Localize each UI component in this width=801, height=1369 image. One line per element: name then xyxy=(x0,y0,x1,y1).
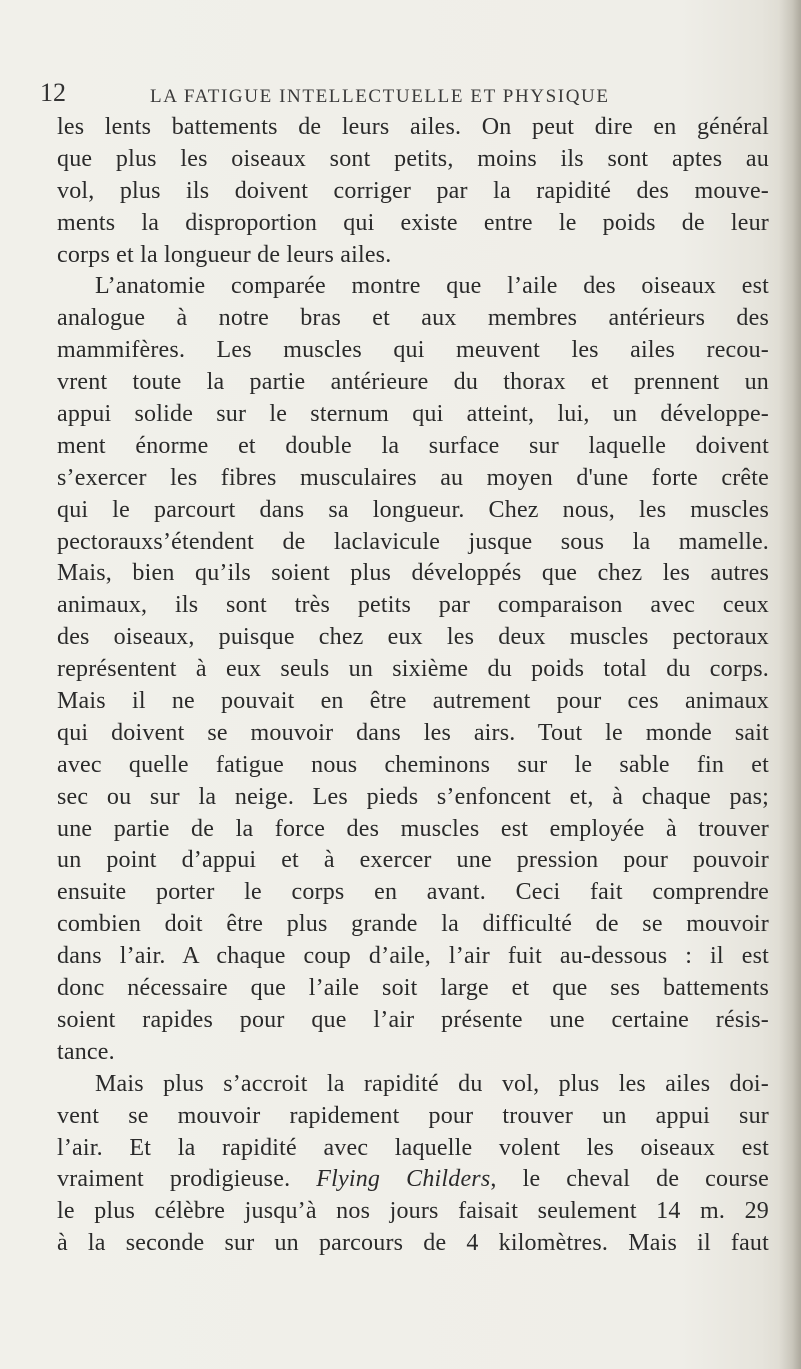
text-line: tance. xyxy=(57,1038,115,1065)
text-line: ment énorme et double la surface sur laquelle doivent xyxy=(57,432,769,459)
text-line: ensuite porter le corps en avant. Ceci fait comprendre xyxy=(57,879,769,906)
text-line: corps et la longueur de leurs ailes. xyxy=(57,241,392,268)
text-line: appui solide sur le sternum qui atteint, lui, un développe- xyxy=(57,401,769,428)
body-text xyxy=(57,112,769,1260)
text-line: des oiseaux, puisque chez eux les deux muscles pectoraux xyxy=(57,624,769,651)
text-line: qui le parcourt dans sa longueur. Chez nous, les muscles xyxy=(57,496,769,523)
text-line: le plus célèbre jusqu’à nos jours faisait seulement 14 m. 29 xyxy=(57,1198,769,1225)
text-line-paragraph-start: Mais plus s’accroit la rapidité du vol, plus les ailes doi- xyxy=(95,1070,769,1097)
text-line: un point d’appui et à exercer une pression pour pouvoir xyxy=(57,847,769,874)
running-title: LA FATIGUE INTELLECTUELLE ET PHYSIQUE xyxy=(150,86,610,107)
text-line: animaux, ils sont très petits par comparaison avec ceux xyxy=(57,592,769,619)
text-line: représentent à eux seuls un sixième du poids total du corps. xyxy=(57,656,769,683)
text-line-paragraph-start: L’anatomie comparée montre que l’aile des oiseaux est xyxy=(95,273,769,300)
text-line: l’air. Et la rapidité avec laquelle volent les oiseaux est xyxy=(57,1134,769,1161)
text-line: combien doit être plus grande la difficulté de se mouvoir xyxy=(57,911,769,938)
text-segment: vraiment prodigieuse. xyxy=(57,1166,317,1193)
text-line: les lents battements de leurs ailes. On peut dire en général xyxy=(57,114,769,140)
text-line: une partie de la force des muscles est employée à trouver xyxy=(57,815,769,842)
text-line: ments la disproportion qui existe entre le poids de leur xyxy=(57,209,769,236)
text-line: pectorauxs’étendent de laclavicule jusque sous la mamelle. xyxy=(57,528,769,555)
text-line: vol, plus ils doivent corriger par la rapidité des mouve- xyxy=(57,177,769,204)
text-line: donc nécessaire que l’aile soit large et que ses battements xyxy=(57,975,769,1002)
page-edge-shadow xyxy=(779,0,801,1369)
text-line: Mais il ne pouvait en être autrement pour ces animaux xyxy=(57,688,769,715)
text-line: qui doivent se mouvoir dans les airs. Tout le monde sait xyxy=(57,719,769,746)
text-segment: , le cheval de course xyxy=(490,1166,769,1193)
text-line: sec ou sur la neige. Les pieds s’enfoncent et, à chaque pas; xyxy=(57,783,769,810)
text-line: à la seconde sur un parcours de 4 kilomètres. Mais il faut xyxy=(57,1230,769,1257)
text-line: vrent toute la partie antérieure du thorax et prennent un xyxy=(57,369,769,396)
text-line: dans l’air. A chaque coup d’aile, l’air fuit au-dessous : il est xyxy=(57,943,769,970)
italic-name: Flying Childers xyxy=(316,1166,491,1193)
text-line: mammifères. Les muscles qui meuvent les ailes recou- xyxy=(57,337,769,364)
text-line: vent se mouvoir rapidement pour trouver un appui sur xyxy=(57,1102,769,1129)
page-number: 12 xyxy=(40,78,66,107)
text-line: Mais, bien qu’ils soient plus développés que chez les autres xyxy=(57,560,769,587)
text-line: avec quelle fatigue nous cheminons sur le sable fin et xyxy=(57,751,769,778)
text-line: analogue à notre bras et aux membres antérieurs des xyxy=(57,305,769,332)
text-line-with-italic xyxy=(57,1164,769,1196)
text-line: soient rapides pour que l’air présente une certaine résis- xyxy=(57,1006,769,1033)
text-line: s’exercer les fibres musculaires au moyen d'une forte crête xyxy=(57,464,769,491)
text-line: que plus les oiseaux sont petits, moins ils sont aptes au xyxy=(57,145,769,172)
